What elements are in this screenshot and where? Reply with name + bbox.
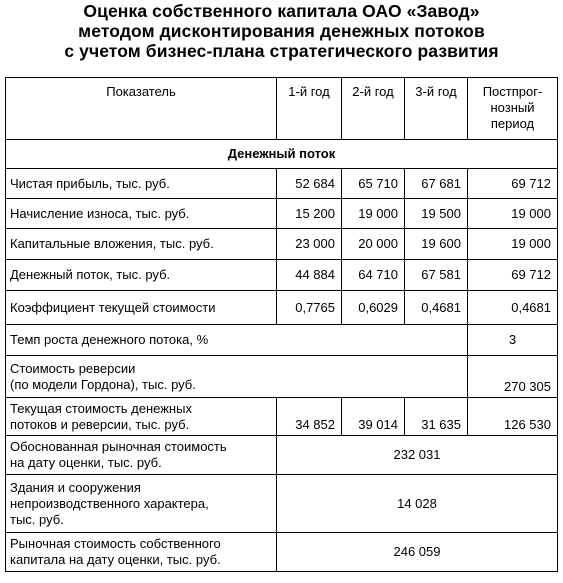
section-cash-flow: Денежный поток — [6, 140, 558, 169]
header-year-2: 2-й год — [342, 78, 405, 140]
table-row — [6, 291, 558, 325]
pv-label — [6, 398, 277, 436]
cell-year-3: 67 681 — [405, 169, 468, 199]
reversion-label — [6, 356, 468, 398]
row-label: Чистая прибыль, тыс. руб. — [6, 169, 277, 199]
cell-year-1: 0,7765 — [277, 291, 342, 325]
reversion-value: 270 305 — [468, 356, 558, 398]
pv-label-line-1: Текущая стоимость денежных — [10, 400, 192, 416]
table-row-equity — [6, 533, 558, 572]
document-title — [0, 1, 563, 61]
buildings-value: 14 028 — [277, 475, 558, 533]
growth-label: Темп роста денежного потока, % — [6, 325, 468, 356]
header-row — [6, 78, 558, 140]
cell-year-3: 67 581 — [405, 260, 468, 291]
cell-post: 19 000 — [468, 229, 558, 260]
buildings-label — [6, 475, 277, 533]
pv-year-3: 31 635 — [405, 398, 468, 436]
title-line-1: Оценка собственного капитала ОАО «Завод» — [83, 1, 480, 21]
pv-year-2: 39 014 — [342, 398, 405, 436]
table-row — [6, 229, 558, 260]
table-row — [6, 169, 558, 199]
cell-post: 0,4681 — [468, 291, 558, 325]
equity-label-line-1: Рыночная стоимость собственного — [10, 536, 221, 551]
market-value-label-line-2: на дату оценки, тыс. руб. — [10, 455, 162, 470]
buildings-label-line-3: тыс. руб. — [10, 511, 64, 527]
pv-year-1: 34 852 — [277, 398, 342, 436]
cell-year-1: 52 684 — [277, 169, 342, 199]
header-post-forecast — [468, 78, 558, 140]
table-row-market-value — [6, 436, 558, 475]
reversion-label-line-1: Стоимость реверсии — [10, 360, 136, 376]
growth-value: 3 — [468, 325, 558, 356]
cell-year-2: 64 710 — [342, 260, 405, 291]
header-year-3: 3-й год — [405, 78, 468, 140]
cell-year-2: 0,6029 — [342, 291, 405, 325]
market-value-value: 232 031 — [277, 436, 558, 475]
cell-year-3: 19 500 — [405, 199, 468, 229]
section-row — [6, 140, 558, 169]
cell-year-2: 20 000 — [342, 229, 405, 260]
header-post-line-3: период — [490, 116, 535, 131]
row-label: Начисление износа, тыс. руб. — [6, 199, 277, 229]
header-indicator: Показатель — [6, 78, 277, 140]
header-year-1: 1-й год — [277, 78, 342, 140]
row-label: Капитальные вложения, тыс. руб. — [6, 229, 277, 260]
table-row — [6, 260, 558, 291]
equity-value: 246 059 — [277, 533, 558, 572]
reversion-label-line-2: (по модели Гордона), тыс. руб. — [10, 376, 196, 392]
row-label: Денежный поток, тыс. руб. — [6, 260, 277, 291]
cell-year-3: 0,4681 — [405, 291, 468, 325]
pv-post: 126 530 — [468, 398, 558, 436]
cell-post: 19 000 — [468, 199, 558, 229]
cell-year-2: 65 710 — [342, 169, 405, 199]
title-line-3: с учетом бизнес-плана стратегического развития — [64, 41, 499, 61]
header-post-line-1: Постпрог- — [482, 84, 543, 99]
table-row-growth — [6, 325, 558, 356]
cell-year-2: 19 000 — [342, 199, 405, 229]
market-value-label — [6, 436, 277, 475]
table-row-buildings — [6, 475, 558, 533]
table-row-reversion — [6, 356, 558, 398]
cell-year-1: 23 000 — [277, 229, 342, 260]
cell-post: 69 712 — [468, 169, 558, 199]
cell-post: 69 712 — [468, 260, 558, 291]
market-value-label-line-1: Обоснованная рыночная стоимость — [10, 439, 227, 454]
header-post-line-2: нозный — [490, 100, 535, 115]
cell-year-3: 19 600 — [405, 229, 468, 260]
valuation-table — [5, 77, 558, 572]
equity-label-line-2: капитала на дату оценки, тыс. руб. — [10, 552, 221, 567]
buildings-label-line-2: непроизводственного характера, — [10, 495, 209, 511]
title-line-2: методом дисконтирования денежных потоков — [78, 21, 485, 41]
equity-label — [6, 533, 277, 572]
pv-label-line-2: потоков и реверсии, тыс. руб. — [10, 416, 190, 432]
table-row-pv — [6, 398, 558, 436]
buildings-label-line-1: Здания и сооружения — [10, 479, 141, 495]
row-label: Коэффициент текущей стоимости — [6, 291, 277, 325]
cell-year-1: 15 200 — [277, 199, 342, 229]
table-row — [6, 199, 558, 229]
cell-year-1: 44 884 — [277, 260, 342, 291]
